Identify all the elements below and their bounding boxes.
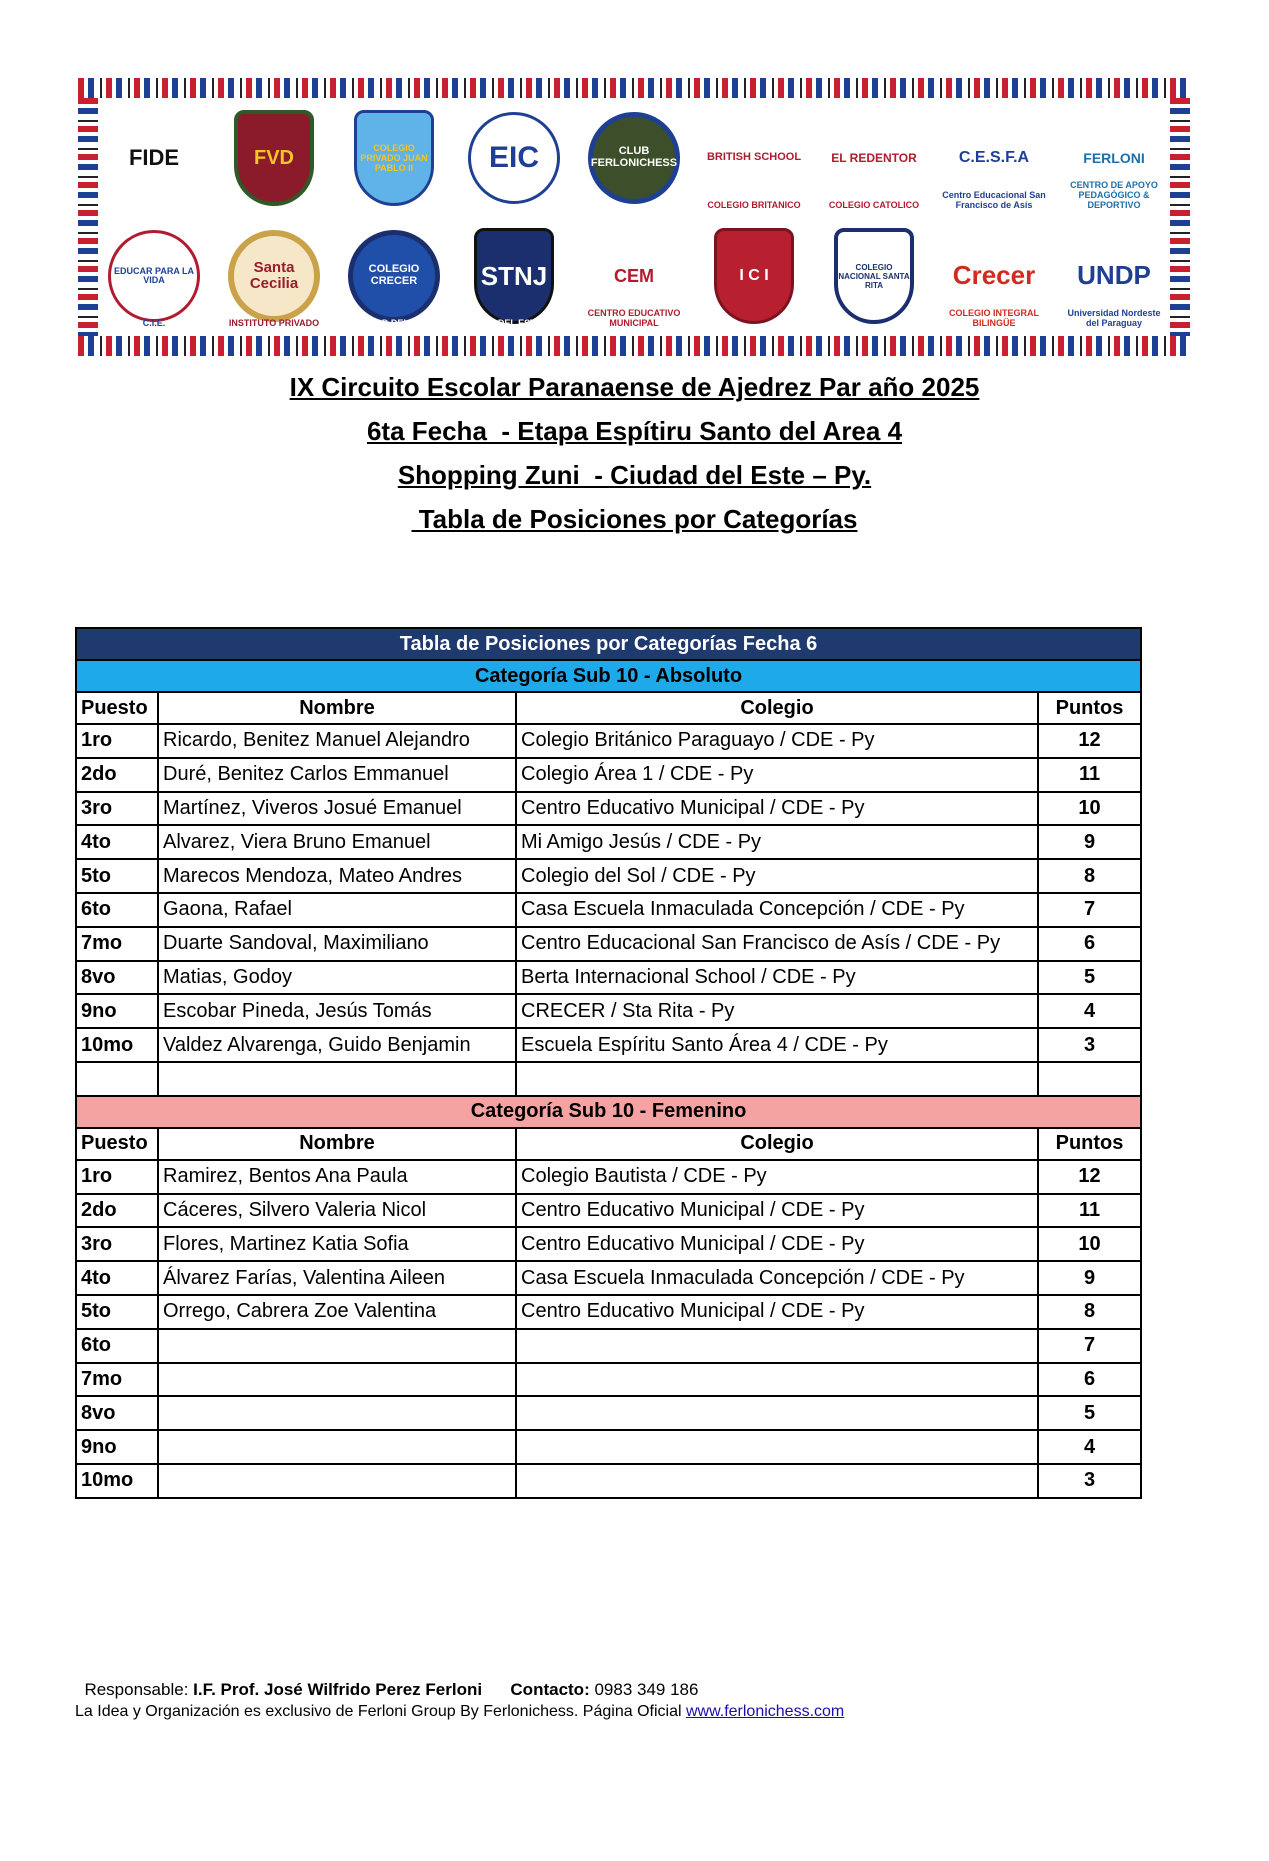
rank-cell: 1ro	[76, 1160, 158, 1194]
colegio-nacional-santa-rita-logo	[822, 224, 926, 328]
cem-logo-text: CEM	[582, 267, 686, 286]
rank-cell: 6to	[76, 893, 158, 927]
table-row	[76, 1396, 1141, 1430]
school-cell: Colegio Británico Paraguayo / CDE - Py	[516, 724, 1038, 758]
juan-pablo-ii-logo	[342, 106, 446, 210]
school-cell	[516, 1396, 1038, 1430]
school-cell	[516, 1329, 1038, 1363]
points-cell: 12	[1038, 1160, 1141, 1194]
school-cell	[516, 1363, 1038, 1397]
crecer-logo	[942, 224, 1046, 328]
player-name-cell: Álvarez Farías, Valentina Aileen	[158, 1261, 516, 1295]
school-cell: Escuela Espíritu Santo Área 4 / CDE - Py	[516, 1028, 1038, 1062]
category-row	[76, 660, 1141, 692]
el-redentor-logo-caption: COLEGIO CATOLICO	[828, 200, 920, 210]
points-cell: 12	[1038, 724, 1141, 758]
ici-logo-text: I C I	[714, 228, 794, 324]
rank-cell: 4to	[76, 1261, 158, 1295]
cie-logo-caption: C.I.E.	[142, 318, 166, 328]
table-row	[76, 859, 1141, 893]
rank-cell: 5to	[76, 859, 158, 893]
table-caption-row	[76, 628, 1141, 660]
chess-pattern-border-right	[1170, 98, 1190, 336]
british-school-logo	[702, 106, 806, 210]
ferloni-group-logo	[1062, 106, 1166, 210]
contact-label: Contacto:	[510, 1680, 590, 1699]
british-school-logo-text: BRITISH SCHOOL	[702, 152, 806, 164]
player-name-cell: Duarte Sandoval, Maximiliano	[158, 927, 516, 961]
responsible-name: I.F. Prof. José Wilfrido Perez Ferloni	[193, 1680, 483, 1699]
rank-cell: 3ro	[76, 792, 158, 826]
rank-cell: 10mo	[76, 1028, 158, 1062]
logo-row-1	[102, 104, 1166, 212]
rank-cell: 7mo	[76, 1363, 158, 1397]
points-cell: 11	[1038, 1194, 1141, 1228]
points-cell: 4	[1038, 1430, 1141, 1464]
cesfa-logo	[942, 106, 1046, 210]
school-cell: Mi Amigo Jesús / CDE - Py	[516, 825, 1038, 859]
points-cell: 10	[1038, 1227, 1141, 1261]
title-date-stage: 6ta Fecha - Etapa Espítiru Santo del Area 4	[366, 416, 903, 446]
rank-cell: 8vo	[76, 961, 158, 995]
column-header-puntos: Puntos	[1038, 692, 1141, 724]
rank-cell	[76, 1062, 158, 1096]
table-row	[76, 927, 1141, 961]
points-cell: 7	[1038, 1329, 1141, 1363]
cesfa-logo-text: C.E.S.F.A	[942, 150, 1046, 167]
rank-cell: 9no	[76, 994, 158, 1028]
school-cell: Colegio del Sol / CDE - Py	[516, 859, 1038, 893]
school-cell: Casa Escuela Inmaculada Concepción / CDE - Py	[516, 1261, 1038, 1295]
santa-cecilia-logo-text: Santa Cecilia	[228, 230, 320, 322]
eic-logo	[462, 106, 566, 210]
title-table: Tabla de Posiciones por Categorías	[411, 504, 858, 534]
player-name-cell: Escobar Pineda, Jesús Tomás	[158, 994, 516, 1028]
player-name-cell: Gaona, Rafael	[158, 893, 516, 927]
footer-organization	[75, 1703, 844, 1721]
rank-cell: 9no	[76, 1430, 158, 1464]
school-cell: Colegio Bautista / CDE - Py	[516, 1160, 1038, 1194]
santa-cecilia-logo-caption: INSTITUTO PRIVADO	[228, 318, 320, 328]
player-name-cell	[158, 1363, 516, 1397]
points-cell: 3	[1038, 1464, 1141, 1498]
category-title: Categoría Sub 10 - Femenino	[76, 1096, 1141, 1128]
category-title: Categoría Sub 10 - Absoluto	[76, 660, 1141, 692]
cie-logo	[102, 224, 206, 328]
cie-logo-text: EDUCAR PARA LA VIDA	[108, 230, 200, 322]
table-row	[76, 1227, 1141, 1261]
school-cell: Centro Educativo Municipal / CDE - Py	[516, 1227, 1038, 1261]
player-name-cell	[158, 1329, 516, 1363]
points-cell: 8	[1038, 1295, 1141, 1329]
player-name-cell: Martínez, Viveros Josué Emanuel	[158, 792, 516, 826]
points-cell: 7	[1038, 893, 1141, 927]
column-header-puntos: Puntos	[1038, 1128, 1141, 1160]
table-row	[76, 961, 1141, 995]
table-row	[76, 1464, 1141, 1498]
player-name-cell: Matias, Godoy	[158, 961, 516, 995]
points-cell: 6	[1038, 927, 1141, 961]
ferloni-group-logo-caption: CENTRO DE APOYO PEDAGÓGICO & DEPORTIVO	[1070, 180, 1158, 210]
chess-pattern-border-left	[78, 98, 98, 336]
points-cell: 4	[1038, 994, 1141, 1028]
santa-cecilia-logo	[222, 224, 326, 328]
juan-pablo-ii-logo-text: COLEGIO PRIVADO JUAN PABLO II	[354, 110, 434, 206]
player-name-cell	[158, 1396, 516, 1430]
undp-logo	[1062, 224, 1166, 328]
rank-cell: 6to	[76, 1329, 158, 1363]
organization-text: La Idea y Organización es exclusivo de Ferloni Group By Ferlonichess. Página Oficial	[75, 1703, 686, 1720]
fvd-logo-text: FVD	[234, 110, 314, 206]
rank-cell: 2do	[76, 1194, 158, 1228]
table-row	[76, 825, 1141, 859]
player-name-cell: Ricardo, Benitez Manuel Alejandro	[158, 724, 516, 758]
points-cell: 3	[1038, 1028, 1141, 1062]
points-cell: 9	[1038, 825, 1141, 859]
eic-logo-text: EIC	[468, 112, 560, 204]
table-row	[76, 1295, 1141, 1329]
crecer-logo-text: Crecer	[942, 262, 1046, 289]
player-name-cell: Duré, Benitez Carlos Emmanuel	[158, 758, 516, 792]
colegio-crecer-logo	[342, 224, 446, 328]
el-redentor-logo	[822, 106, 926, 210]
player-name-cell: Cáceres, Silvero Valeria Nicol	[158, 1194, 516, 1228]
rank-cell: 7mo	[76, 927, 158, 961]
table-row	[76, 1363, 1141, 1397]
column-header-row	[76, 692, 1141, 724]
points-cell: 10	[1038, 792, 1141, 826]
cem-logo	[582, 224, 686, 328]
school-cell: CRECER / Sta Rita - Py	[516, 994, 1038, 1028]
title-venue: Shopping Zuni - Ciudad del Este – Py.	[397, 460, 872, 490]
undp-logo-text: UNDP	[1062, 262, 1166, 289]
table-row	[76, 1194, 1141, 1228]
ferlonichess-club-logo-text: CLUB FERLONICHESS	[588, 112, 680, 204]
ici-logo	[702, 224, 806, 328]
rank-cell: 8vo	[76, 1396, 158, 1430]
column-header-colegio: Colegio	[516, 1128, 1038, 1160]
school-cell: Casa Escuela Inmaculada Concepción / CDE - Py	[516, 893, 1038, 927]
cesfa-logo-caption: Centro Educacional San Francisco de Asís	[942, 190, 1046, 210]
school-cell	[516, 1464, 1038, 1498]
colegio-crecer-logo-caption: CIUDAD DEL ESTE	[353, 318, 435, 328]
column-header-puesto: Puesto	[76, 1128, 158, 1160]
colegio-nacional-santa-rita-logo-text: COLEGIO NACIONAL SANTA RITA	[834, 228, 914, 324]
crecer-logo-caption: COLEGIO INTEGRAL BILINGÜE	[949, 308, 1039, 328]
logo-row-2	[102, 220, 1166, 332]
title-circuit: IX Circuito Escolar Paranaense de Ajedrez Par año 2025	[289, 372, 980, 402]
contact-phone: 0983 349 186	[594, 1680, 699, 1699]
chess-pattern-border-top	[78, 78, 1190, 98]
points-cell: 11	[1038, 758, 1141, 792]
rank-cell: 1ro	[76, 724, 158, 758]
column-header-puesto: Puesto	[76, 692, 158, 724]
school-cell	[516, 1430, 1038, 1464]
table-row	[76, 1329, 1141, 1363]
column-header-nombre: Nombre	[158, 692, 516, 724]
table-row	[76, 758, 1141, 792]
school-cell: Centro Educacional San Francisco de Asís / CDE - Py	[516, 927, 1038, 961]
footer-responsible	[75, 1660, 698, 1700]
table-row	[76, 792, 1141, 826]
table-row	[76, 1261, 1141, 1295]
player-name-cell: Valdez Alvarenga, Guido Benjamin	[158, 1028, 516, 1062]
ferloni-group-logo-text: FERLONI	[1062, 151, 1166, 166]
points-cell	[1038, 1062, 1141, 1096]
column-header-nombre: Nombre	[158, 1128, 516, 1160]
school-cell: Centro Educativo Municipal / CDE - Py	[516, 1295, 1038, 1329]
player-name-cell: Flores, Martinez Katia Sofia	[158, 1227, 516, 1261]
school-cell: Centro Educativo Municipal / CDE - Py	[516, 1194, 1038, 1228]
table-row	[76, 1160, 1141, 1194]
table-row	[76, 1028, 1141, 1062]
responsible-label: Responsable:	[84, 1680, 189, 1699]
player-name-cell	[158, 1430, 516, 1464]
points-cell: 9	[1038, 1261, 1141, 1295]
rank-cell: 4to	[76, 825, 158, 859]
points-cell: 8	[1038, 859, 1141, 893]
fvd-logo	[222, 106, 326, 210]
table-row	[76, 724, 1141, 758]
player-name-cell: Marecos Mendoza, Mateo Andres	[158, 859, 516, 893]
rank-cell: 3ro	[76, 1227, 158, 1261]
player-name-cell	[158, 1464, 516, 1498]
school-cell: Colegio Área 1 / CDE - Py	[516, 758, 1038, 792]
cem-logo-caption: CENTRO EDUCATIVO MUNICIPAL	[587, 308, 681, 328]
table-row	[76, 994, 1141, 1028]
ferlonichess-club-logo	[582, 106, 686, 210]
rank-cell: 2do	[76, 758, 158, 792]
stnj-logo	[462, 224, 566, 328]
table-row	[76, 893, 1141, 927]
player-name-cell: Ramirez, Bentos Ana Paula	[158, 1160, 516, 1194]
website-link[interactable]: www.ferlonichess.com	[685, 1703, 845, 1720]
player-name-cell: Alvarez, Viera Bruno Emanuel	[158, 825, 516, 859]
rank-cell: 5to	[76, 1295, 158, 1329]
colegio-crecer-logo-text: COLEGIO CRECER	[348, 230, 440, 322]
rank-cell: 10mo	[76, 1464, 158, 1498]
chess-pattern-border-bottom	[78, 336, 1190, 356]
table-caption: Tabla de Posiciones por Categorías Fecha 6	[76, 628, 1141, 660]
standings-table	[75, 627, 1142, 1499]
player-name-cell	[158, 1062, 516, 1096]
table-row	[76, 1062, 1141, 1096]
player-name-cell: Orrego, Cabrera Zoe Valentina	[158, 1295, 516, 1329]
table-row	[76, 1430, 1141, 1464]
column-header-row	[76, 1128, 1141, 1160]
el-redentor-logo-text: EL REDENTOR	[822, 152, 926, 165]
points-cell: 6	[1038, 1363, 1141, 1397]
school-cell: Berta Internacional School / CDE - Py	[516, 961, 1038, 995]
stnj-logo-text: STNJ	[474, 228, 554, 324]
british-school-logo-caption: COLEGIO BRITANICO	[707, 200, 801, 210]
stnj-logo-caption: C. DEL ESTE	[486, 318, 542, 328]
points-cell: 5	[1038, 1396, 1141, 1430]
fide-logo	[102, 106, 206, 210]
sponsor-banner	[78, 78, 1190, 356]
category-row	[76, 1096, 1141, 1128]
school-cell: Centro Educativo Municipal / CDE - Py	[516, 792, 1038, 826]
school-cell	[516, 1062, 1038, 1096]
fide-logo-text: FIDE	[108, 112, 200, 204]
points-cell: 5	[1038, 961, 1141, 995]
undp-logo-caption: Universidad Nordeste del Paraguay	[1067, 308, 1161, 328]
column-header-colegio: Colegio	[516, 692, 1038, 724]
